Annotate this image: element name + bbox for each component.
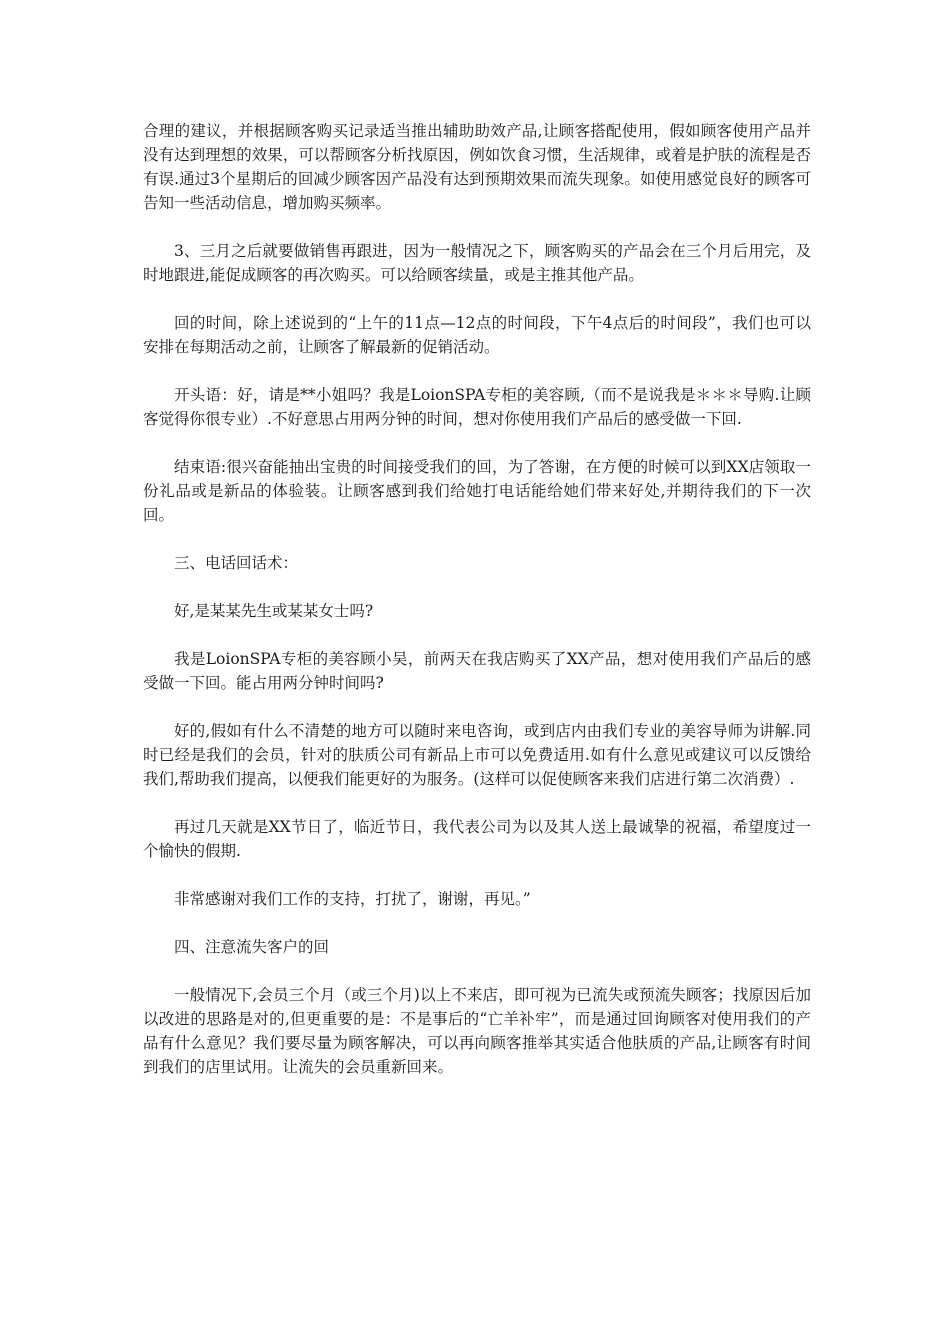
paragraph-follow-up-3-months: 3、三月之后就要做销售再跟进，因为一般情况之下，顾客购买的产品会在三个月后用完，及时地跟进,能促成顾客的再次购买。可以给顾客续量，或是主推其他产品。 [143,242,811,284]
document-body [143,119,811,1079]
paragraph-thanks: 非常感谢对我们工作的支持，打扰了，谢谢，再见。” [174,890,531,908]
paragraph-introduction: 我是LoionSPA专柜的美容顾小吴，前两天在我店购买了XX产品，想对使用我们产品后的感受做一下回。能占用两分钟时间吗? [143,650,811,692]
paragraph-continuation: 合理的建议，并根据顾客购买记录适当推出辅助助效产品,让顾客搭配使用，假如顾客使用产品并没有达到理想的效果，可以帮顾客分析找原因，例如饮食习惯，生活规律，或着是护肤的流程是否有误.通过3个星期后的回减少顾客因产品没有达到预期效果而流失现象。如使用感觉良好的顾客可告知一些活动信息，增加购买频率。 [143,122,811,212]
paragraph-holiday-wishes: 再过几天就是XX节日了，临近节日，我代表公司为以及其人送上最诚挚的祝福，希望度过一个愉快的假期. [143,818,811,860]
section-heading-phone-script: 三、电话回话术： [174,554,299,572]
section-heading-lost-customers: 四、注意流失客户的回 [174,938,330,956]
paragraph-opening-line: 开头语：好，请是**小姐吗？我是LoionSPA专柜的美容顾,（而不是说我是＊＊＊导购.让顾客觉得你很专业）.不好意思占用两分钟的时间，想对你使用我们产品后的感受做一下回. [143,386,811,428]
paragraph-callback-time: 回的时间，除上述说到的“上午的11点—12点的时间段，下午4点后的时间段”，我们也可以安排在每期活动之前，让顾客了解最新的促销活动。 [143,314,811,356]
paragraph-lost-customers: 一般情况下,会员三个月（或三个月)以上不来店，即可视为已流失或预流失顾客；找原因后加以改进的思路是对的,但更重要的是：不是事后的“亡羊补牢”，而是通过回询顾客对使用我们的产品有什么意见？我们要尽量为顾客解决，可以再向顾客推举其实适合他肤质的产品,让顾客有时间到我们的店里试用。让流失的会员重新回来。 [143,986,811,1076]
paragraph-closing-line: 结束语:很兴奋能抽出宝贵的时间接受我们的回，为了答谢，在方便的时候可以到XX店领取一份礼品或是新品的体验装。让顾客感到我们给她打电话能给她们带来好处,并期待我们的下一次回。 [143,458,811,524]
paragraph-service-offer: 好的,假如有什么不清楚的地方可以随时来电咨询，或到店内由我们专业的美容导师为讲解.同时已经是我们的会员，针对的肤质公司有新品上市可以免费适用.如有什么意见或建议可以反馈给我们,帮助我们提高，以便我们能更好的为服务。(这样可以促使顾客来我们店进行第二次消费）. [143,722,811,788]
paragraph-greeting: 好,是某某先生或某某女士吗? [174,602,374,620]
